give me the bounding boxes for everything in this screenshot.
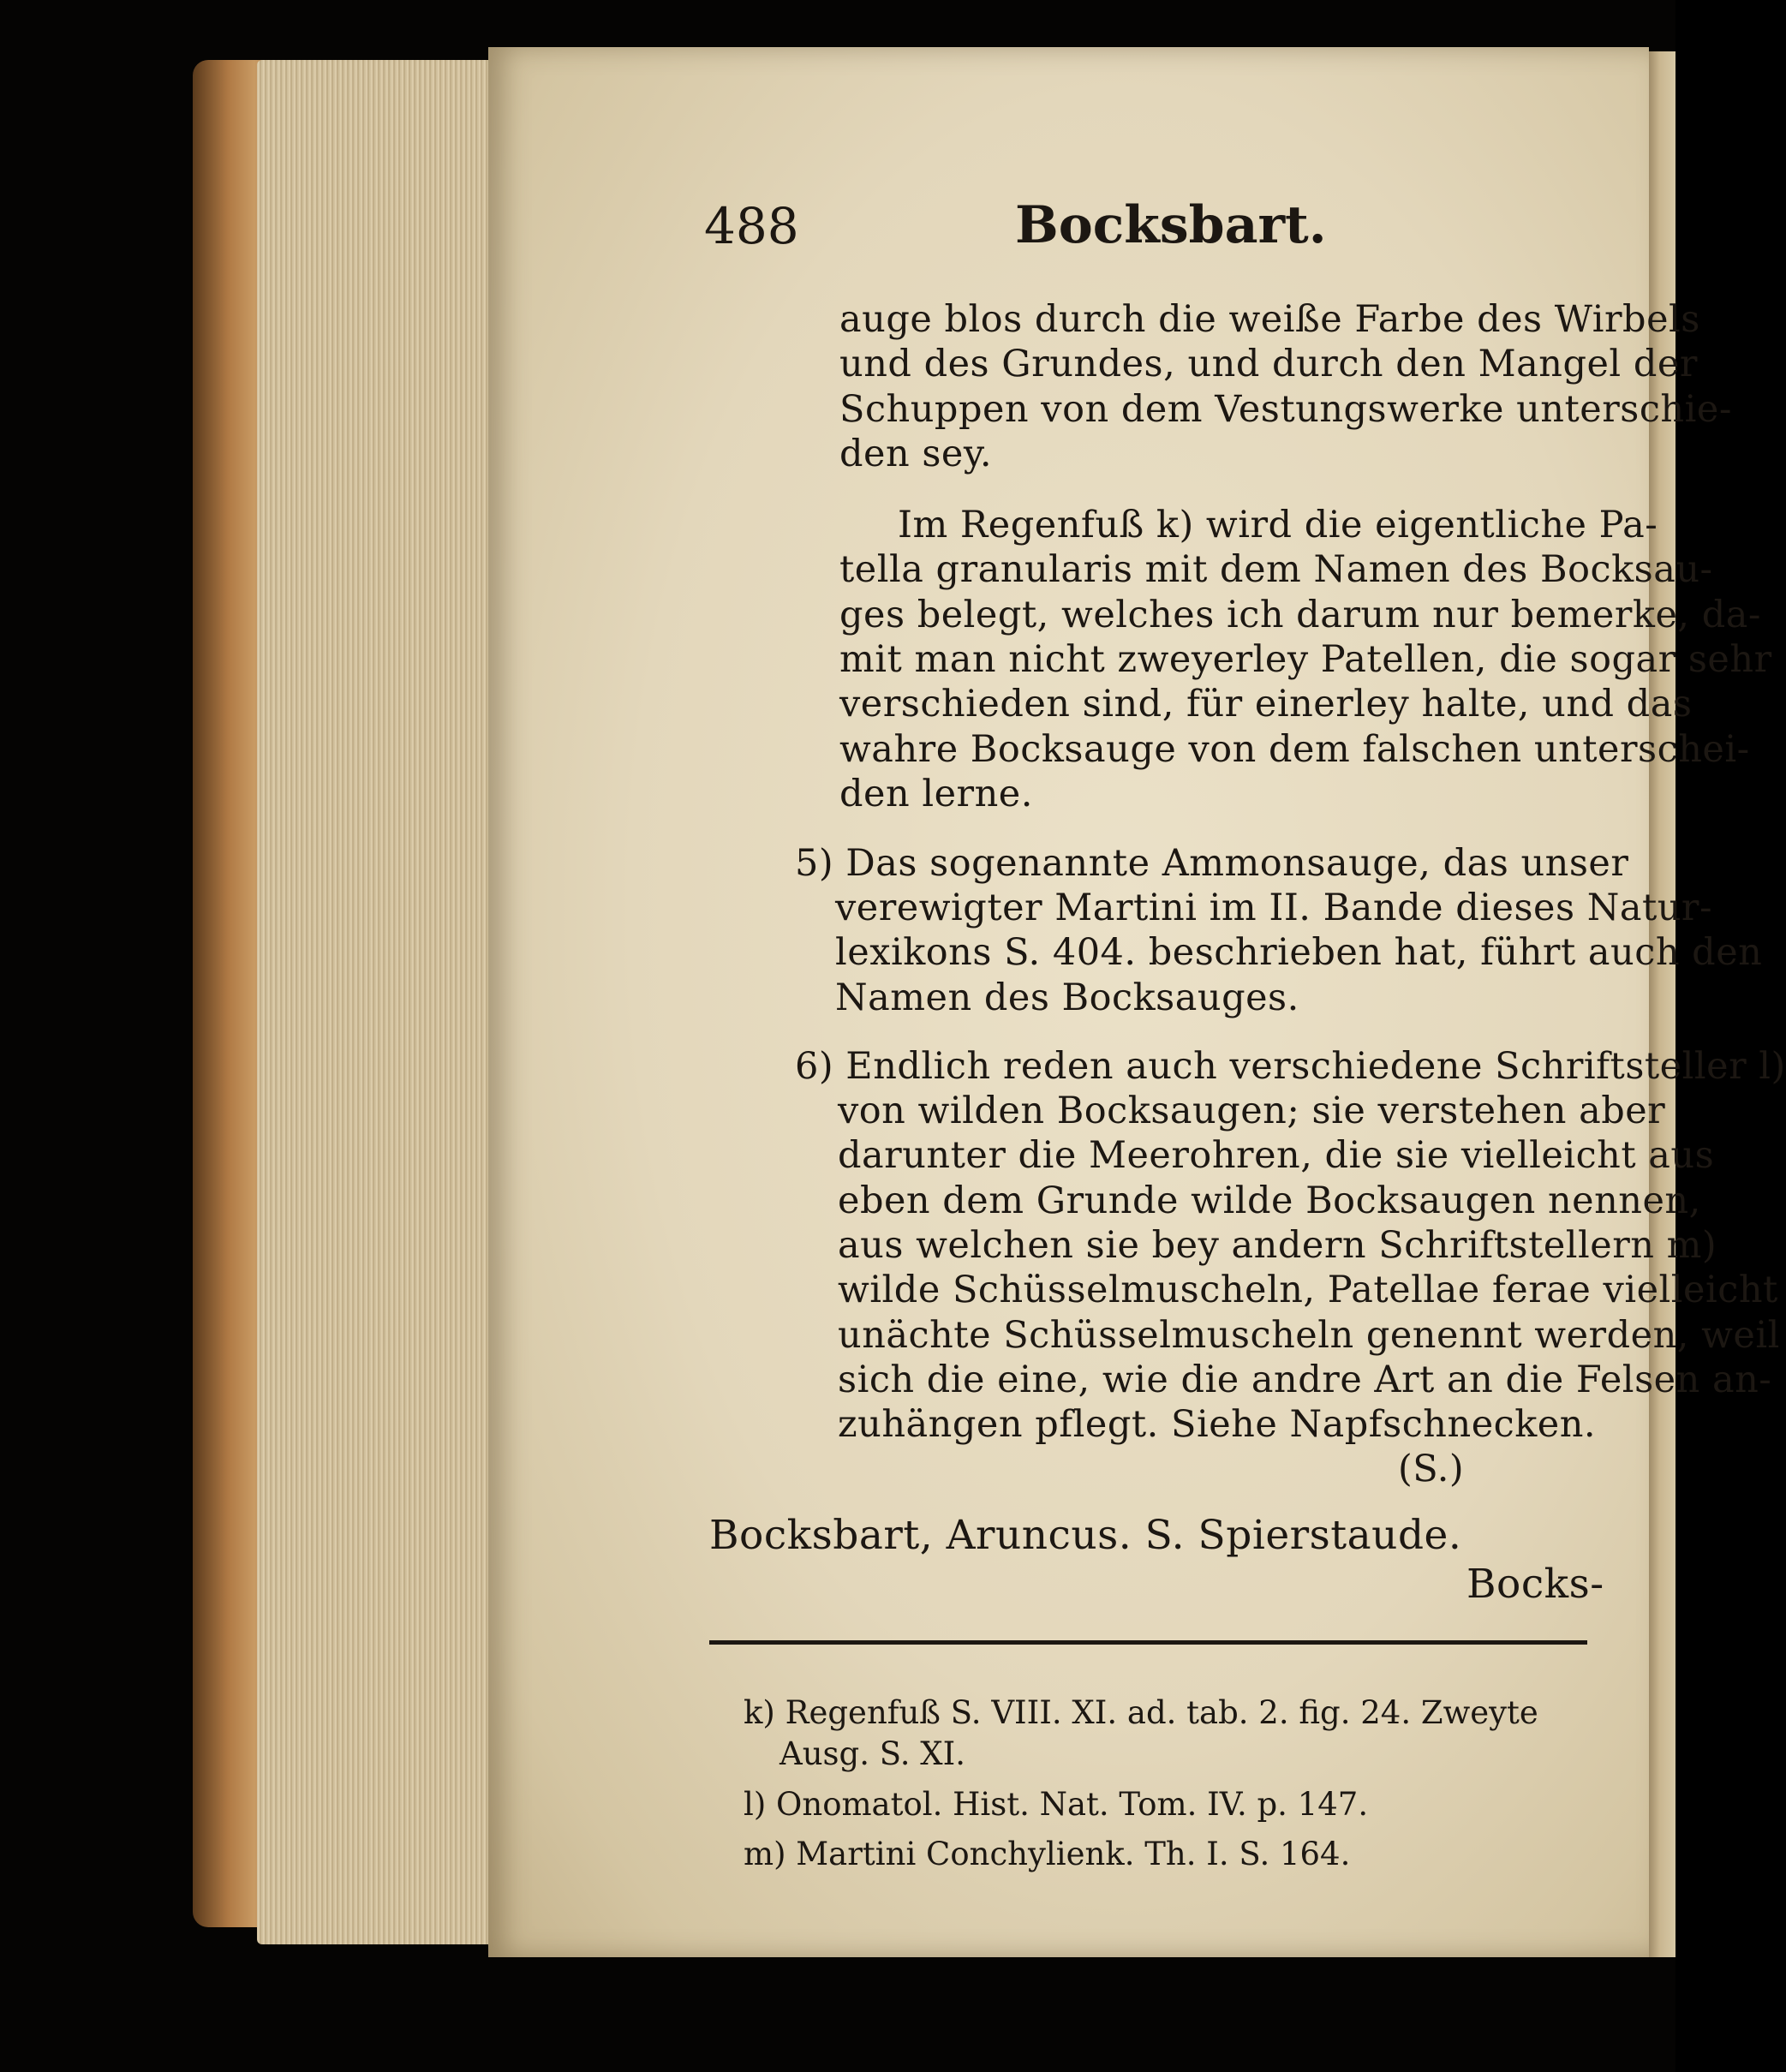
text-line: den lerne. — [839, 773, 1033, 815]
catchword: Bocks- — [1466, 1561, 1604, 1608]
text-line: zuhängen pflegt. Siehe Napfschnecken. — [838, 1403, 1597, 1446]
text-line: 5) Das sogenannte Ammonsauge, das unser — [795, 842, 1629, 885]
text-line: mit man nicht zweyerley Patellen, die sogar sehr — [839, 638, 1772, 681]
text-line: von wilden Bocksaugen; sie verstehen aber — [838, 1090, 1666, 1132]
text-line: sich die eine, wie die andre Art an die Felsen an- — [838, 1358, 1772, 1401]
running-title: Bocksbart. — [1015, 195, 1327, 255]
footnote: l) Onomatol. Hist. Nat. Tom. IV. p. 147. — [744, 1786, 1369, 1823]
text-line: wilde Schüsselmuscheln, Patellae ferae vielleicht — [838, 1269, 1778, 1311]
text-line: verewigter Martini im II. Bande dieses Natur- — [835, 887, 1713, 929]
text-line: lexikons S. 404. beschrieben hat, führt auch den — [835, 931, 1763, 974]
text-line: wahre Bocksauge von dem falschen unterschei- — [839, 728, 1750, 771]
text-line: Im Regenfuß k) wird die eigentliche Pa- — [898, 504, 1658, 546]
page-number: 488 — [704, 197, 799, 255]
footnote: m) Martini Conchylienk. Th. I. S. 164. — [744, 1836, 1351, 1872]
text-line: tella granularis mit dem Namen des Bocksau- — [839, 548, 1713, 591]
text-line: und des Grundes, und durch den Mangel der — [839, 343, 1698, 385]
text-line: ges belegt, welches ich darum nur bemerke, da- — [839, 594, 1761, 636]
text-line: auge blos durch die weiße Farbe des Wirbels — [839, 298, 1700, 341]
footnote-divider — [709, 1640, 1587, 1645]
author-signature: (S.) — [1398, 1448, 1465, 1490]
text-line: Namen des Bocksauges. — [835, 976, 1299, 1019]
text-line: Schuppen von dem Vestungswerke unterschie- — [839, 388, 1732, 431]
text-line: darunter die Meerohren, die sie vielleicht aus — [838, 1134, 1715, 1177]
text-line: eben dem Grunde wilde Bocksaugen nennen, — [838, 1179, 1701, 1222]
footnote: Ausg. S. XI. — [780, 1735, 966, 1772]
page-edges — [257, 60, 497, 1944]
footnote: k) Regenfuß S. VIII. XI. ad. tab. 2. fig. 24. Zweyte — [744, 1694, 1538, 1731]
dictionary-entry: Bocksbart, Aruncus. S. Spierstaude. — [709, 1512, 1462, 1559]
text-line: verschieden sind, für einerley halte, und das — [839, 683, 1693, 725]
text-line: den sey. — [839, 433, 993, 475]
text-line: aus welchen sie bey andern Schriftstellern m) — [838, 1224, 1717, 1267]
text-line: unächte Schüsselmuscheln genennt werden, weil — [838, 1314, 1780, 1357]
text-line: 6) Endlich reden auch verschiedene Schriftsteller l) — [795, 1045, 1786, 1088]
